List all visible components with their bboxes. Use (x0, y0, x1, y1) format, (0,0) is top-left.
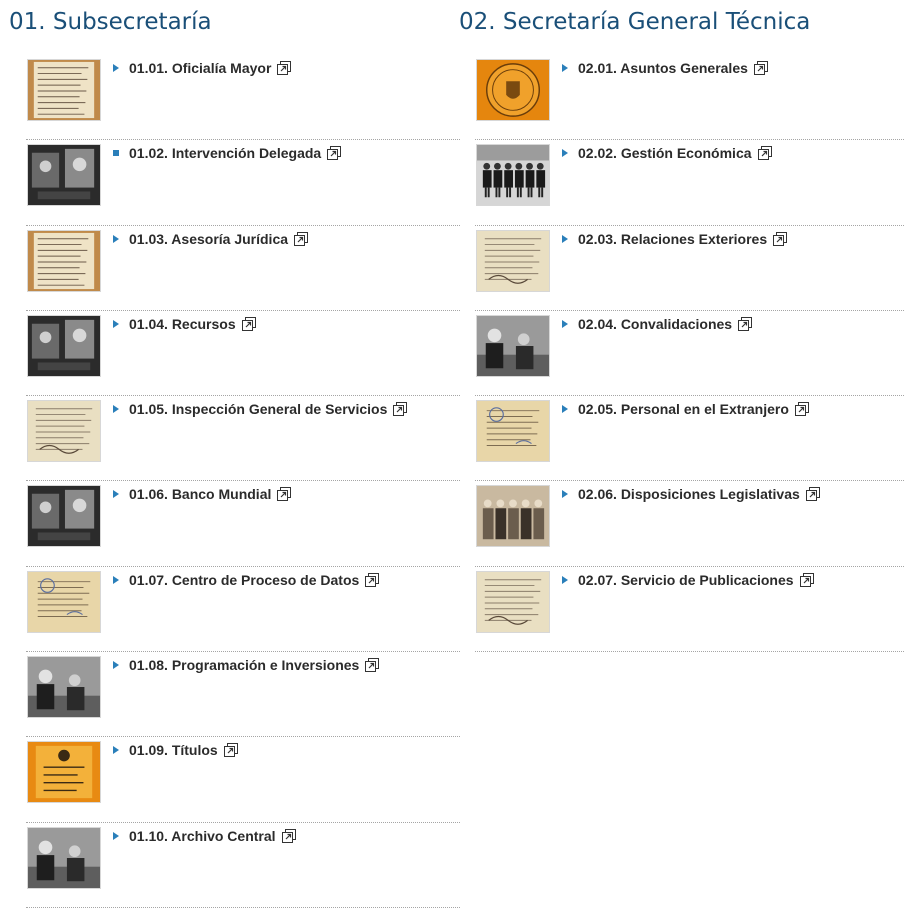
item-link-01-01-oficialia-mayor[interactable] (129, 60, 291, 76)
triangle-bullet-icon (113, 661, 119, 669)
thumbnail-image[interactable] (27, 400, 101, 462)
secretaria-general-list (455, 55, 904, 652)
triangle-bullet-icon (113, 405, 119, 413)
row-divider (475, 651, 904, 652)
external-link-icon[interactable] (795, 402, 809, 416)
external-link-icon[interactable] (773, 232, 787, 246)
item-label: 02.01. Asuntos Generales (578, 60, 748, 76)
triangle-bullet-icon (113, 320, 119, 328)
item-label: 02.05. Personal en el Extranjero (578, 401, 789, 418)
thumbnail-image[interactable] (27, 59, 101, 121)
thumbnail-image[interactable] (27, 315, 101, 377)
item-link-01-10-archivo-central[interactable] (129, 828, 296, 844)
thumbnail-image[interactable] (27, 144, 101, 206)
list-item (0, 567, 460, 652)
external-link-icon[interactable] (800, 573, 814, 587)
thumbnail-image[interactable] (476, 571, 550, 633)
external-link-icon[interactable] (806, 487, 820, 501)
item-label: 02.04. Convalidaciones (578, 315, 733, 332)
item-label: 02.02. Gestión Económica (578, 145, 752, 162)
thumbnail-image[interactable] (476, 485, 550, 547)
thumbnail-image[interactable] (476, 230, 550, 292)
triangle-bullet-icon (113, 64, 119, 72)
list-item (0, 55, 460, 140)
external-link-icon[interactable] (758, 146, 772, 160)
thumbnail-image[interactable] (476, 400, 550, 462)
item-label: 01.10. Archivo Central (129, 827, 276, 844)
triangle-bullet-icon (113, 746, 119, 754)
external-link-icon[interactable] (242, 317, 256, 331)
list-item (0, 823, 460, 908)
list-item (455, 226, 904, 311)
triangle-bullet-icon (113, 490, 119, 498)
list-item (0, 481, 460, 566)
item-label: 01.02. Intervención Delegada (129, 145, 322, 162)
thumbnail-image[interactable] (27, 571, 101, 633)
item-link-02-07-servicio-de-publicaciones[interactable] (578, 572, 814, 588)
item-link-01-04-recursos[interactable] (129, 316, 256, 332)
thumbnail-image[interactable] (476, 59, 550, 121)
triangle-bullet-icon (562, 235, 568, 243)
thumbnail-image[interactable] (476, 144, 550, 206)
list-item (0, 140, 460, 225)
item-link-02-04-convalidaciones[interactable] (578, 316, 752, 332)
triangle-bullet-icon (113, 235, 119, 243)
thumbnail-image[interactable] (476, 315, 550, 377)
list-item (0, 396, 460, 481)
list-item (0, 652, 460, 737)
external-link-icon[interactable] (277, 487, 291, 501)
thumbnail-image[interactable] (27, 656, 101, 718)
item-link-02-02-gestion-economica[interactable] (578, 145, 772, 161)
external-link-icon[interactable] (754, 61, 768, 75)
list-item (455, 567, 904, 652)
item-label: 01.05. Inspección General de Servicios (129, 401, 388, 418)
external-link-icon[interactable] (224, 743, 238, 757)
thumbnail-image[interactable] (27, 230, 101, 292)
triangle-bullet-icon (562, 149, 568, 157)
thumbnail-image[interactable] (27, 741, 101, 803)
external-link-icon[interactable] (365, 573, 379, 587)
list-item (0, 311, 460, 396)
external-link-icon[interactable] (393, 402, 407, 416)
item-label: 01.06. Banco Mundial (129, 486, 272, 503)
triangle-bullet-icon (562, 490, 568, 498)
section-title-secretaria-general: 02. Secretaría General Técnica (459, 9, 811, 35)
item-label: 02.03. Relaciones Exteriores (578, 230, 768, 247)
item-link-01-08-programacion-e-inversiones[interactable] (129, 657, 379, 673)
item-label: 01.01. Oficialía Mayor (129, 60, 272, 76)
external-link-icon[interactable] (365, 658, 379, 672)
item-label: 02.07. Servicio de Publicaciones (578, 571, 794, 588)
thumbnail-image[interactable] (27, 827, 101, 889)
item-label: 02.06. Disposiciones Legislativas (578, 486, 800, 503)
item-link-01-03-asesoria-juridica[interactable] (129, 231, 308, 247)
subsecretaria-list (0, 55, 460, 908)
section-title-subsecretaria: 01. Subsecretaría (9, 9, 212, 35)
list-item (455, 311, 904, 396)
external-link-icon[interactable] (294, 232, 308, 246)
item-link-01-07-centro-de-proceso-de-datos[interactable] (129, 572, 379, 588)
item-label: 01.03. Asesoría Jurídica (129, 230, 289, 247)
external-link-icon[interactable] (327, 146, 341, 160)
external-link-icon[interactable] (282, 829, 296, 843)
list-item (455, 481, 904, 566)
list-item (0, 226, 460, 311)
triangle-bullet-icon (562, 576, 568, 584)
item-link-01-09-titulos[interactable] (129, 742, 238, 758)
triangle-bullet-icon (562, 405, 568, 413)
item-label: 01.07. Centro de Proceso de Datos (129, 571, 360, 588)
item-link-02-03-relaciones-exteriores[interactable] (578, 231, 787, 247)
external-link-icon[interactable] (738, 317, 752, 331)
external-link-icon[interactable] (277, 61, 291, 75)
item-link-02-01-asuntos-generales[interactable] (578, 60, 768, 76)
list-item (455, 396, 904, 481)
triangle-bullet-icon (562, 320, 568, 328)
item-label: 01.09. Títulos (129, 742, 218, 759)
list-item (0, 737, 460, 822)
triangle-bullet-icon (113, 576, 119, 584)
thumbnail-image[interactable] (27, 485, 101, 547)
square-bullet-icon (113, 150, 119, 156)
item-label: 01.04. Recursos (129, 315, 236, 332)
triangle-bullet-icon (113, 832, 119, 840)
item-link-02-05-personal-en-el-extranjero[interactable] (578, 401, 809, 417)
item-link-01-05-inspeccion-general-de-servicios[interactable] (129, 401, 407, 417)
list-item (455, 140, 904, 225)
item-link-01-02-intervencion-delegada[interactable] (129, 145, 341, 161)
item-link-01-06-banco-mundial[interactable] (129, 486, 291, 502)
list-item (455, 55, 904, 140)
item-label: 01.08. Programación e Inversiones (129, 657, 360, 674)
item-link-02-06-disposiciones-legislativas[interactable] (578, 486, 820, 502)
triangle-bullet-icon (562, 64, 568, 72)
